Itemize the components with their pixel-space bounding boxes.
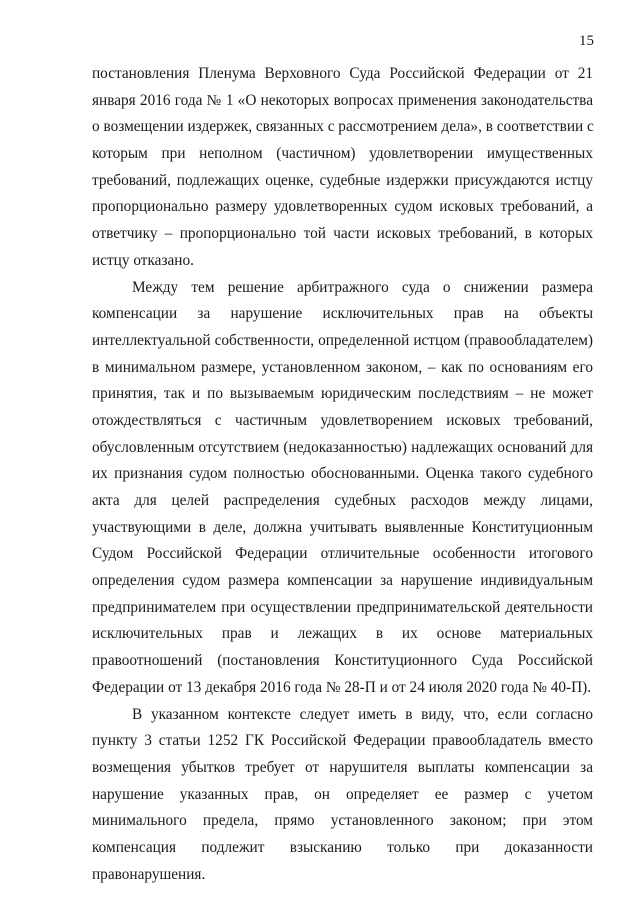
- text-line: которым при неполном (частичном) удовлетворении имущественных: [92, 145, 593, 163]
- text-line: истцу отказано.: [92, 251, 194, 269]
- text-line: пропорционально размеру удовлетворенных судом исковых требований, а: [92, 198, 593, 216]
- text-line: интеллектуальной собственности, определенной истцом (правообладателем): [92, 331, 593, 349]
- text-line: нарушение указанных прав, он определяет ее размер с учетом: [92, 785, 593, 803]
- text-line: их признания судом полностью обоснованными. Оценка такого судебного: [92, 465, 593, 483]
- text-line: Между тем решение арбитражного суда о снижении размера: [132, 278, 593, 296]
- text-line: принятия, так и по вызываемым юридическим последствиям – не может: [92, 385, 593, 403]
- text-line: исключительных прав и лежащих в их основе материальных: [92, 625, 593, 643]
- text-line: участвующими в деле, должна учитывать выявленные Конституционным: [92, 518, 593, 536]
- text-line: правонарушения.: [92, 865, 206, 883]
- text-line: минимального предела, прямо установленного законом; при этом: [92, 812, 593, 830]
- text-line: компенсации за нарушение исключительных прав на объекты: [92, 305, 593, 323]
- text-line: возмещения убытков требует от нарушителя выплаты компенсации за: [92, 758, 593, 776]
- text-line: Судом Российской Федерации отличительные особенности итогового: [92, 545, 593, 563]
- text-line: акта для целей распределения судебных расходов между лицами,: [92, 492, 593, 509]
- text-line: компенсация подлежит взысканию только при доказанности: [92, 838, 593, 856]
- text-line: пункту 3 статьи 1252 ГК Российской Федерации правообладатель вместо: [92, 732, 593, 750]
- page-number: 15: [579, 33, 594, 49]
- text-line: отождествляться с частичным удовлетворением исковых требований,: [92, 411, 593, 429]
- paragraph-3: [92, 702, 593, 889]
- text-line: В указанном контексте следует иметь в виду, что, если согласно: [132, 705, 593, 723]
- text-line: определения судом размера компенсации за нарушение индивидуальным: [92, 572, 593, 590]
- text-line: ответчику – пропорционально той части исковых требований, в которых: [92, 225, 593, 243]
- text-line: правоотношений (постановления Конституционного Суда Российской: [92, 652, 593, 670]
- text-line: в минимальном размере, установленном законом, – как по основаниям его: [92, 358, 593, 376]
- document-body: [92, 61, 593, 888]
- text-line: требований, подлежащих оценке, судебные издержки присуждаются истцу: [92, 171, 593, 189]
- text-line: января 2016 года № 1 «О некоторых вопросах применения законодательства: [92, 91, 593, 109]
- paragraph-1: [92, 61, 593, 275]
- text-line: Федерации от 13 декабря 2016 года № 28-П и от 24 июля 2020 года № 40-П).: [92, 678, 592, 696]
- text-line: обусловленным отсутствием (недоказанностью) надлежащих оснований для: [92, 438, 593, 456]
- text-line: о возмещении издержек, связанных с рассмотрением дела», в соответствии с: [92, 118, 594, 136]
- paragraph-2: [92, 275, 593, 702]
- text-line: постановления Пленума Верховного Суда Российской Федерации от 21: [92, 65, 593, 82]
- text-line: предпринимателем при осуществлении предпринимательской деятельности: [92, 598, 593, 616]
